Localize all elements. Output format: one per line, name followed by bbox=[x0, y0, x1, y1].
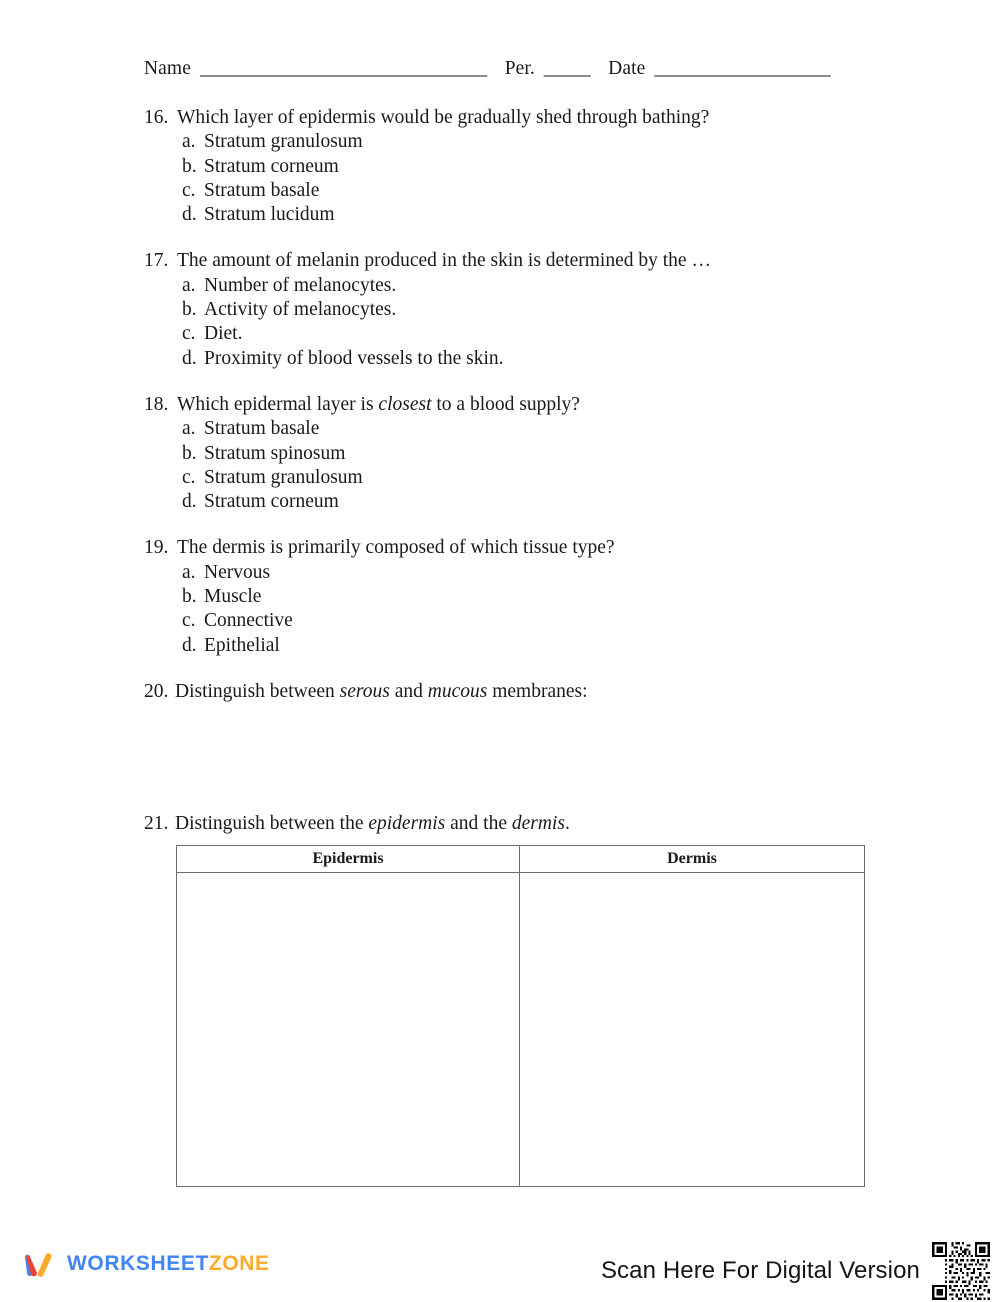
student-info-line bbox=[144, 56, 864, 82]
choice-text: Diet. bbox=[204, 323, 243, 345]
choice-18-d[interactable] bbox=[182, 490, 904, 514]
question-21-prompt bbox=[144, 812, 904, 836]
question-20-answer-area[interactable] bbox=[144, 704, 904, 790]
choice-text: Connective bbox=[204, 610, 293, 632]
question-19-text: The dermis is primarily composed of which tissue type? bbox=[177, 537, 615, 559]
date-label: Date bbox=[608, 58, 646, 79]
choice-19-b[interactable] bbox=[182, 585, 904, 609]
question-21-text-middle: and the bbox=[445, 813, 512, 835]
choice-text: Muscle bbox=[204, 586, 262, 608]
choice-text: Proximity of blood vessels to the skin. bbox=[204, 347, 504, 369]
choice-text: Stratum corneum bbox=[204, 491, 339, 513]
question-19 bbox=[144, 536, 904, 657]
choice-letter: b. bbox=[182, 442, 197, 464]
table-row bbox=[177, 873, 865, 1187]
question-18-text-before: Which epidermal layer is bbox=[177, 393, 379, 415]
choice-text: Activity of melanocytes. bbox=[204, 299, 397, 321]
choice-text: Stratum granulosum bbox=[204, 466, 363, 488]
choice-letter: a. bbox=[182, 418, 196, 440]
qr-code-icon[interactable] bbox=[930, 1240, 992, 1302]
question-20-text bbox=[175, 680, 904, 704]
name-label: Name bbox=[144, 58, 191, 79]
choice-16-c[interactable] bbox=[182, 179, 904, 203]
choice-18-c[interactable] bbox=[182, 466, 904, 490]
question-20-emphasis-serous: serous bbox=[339, 680, 390, 702]
choice-text: Stratum granulosum bbox=[204, 131, 363, 153]
epidermis-dermis-comparison-table bbox=[176, 845, 865, 1187]
question-18-choices bbox=[144, 417, 904, 514]
question-21-text bbox=[175, 812, 904, 836]
choice-17-d[interactable] bbox=[182, 347, 904, 371]
question-21-text-before: Distinguish between the bbox=[175, 813, 369, 835]
brand-word-worksheet: WORKSHEET bbox=[67, 1252, 209, 1275]
choice-letter: c. bbox=[182, 466, 196, 488]
question-21-number: 21. bbox=[144, 813, 169, 835]
question-21-emphasis-epidermis: epidermis bbox=[368, 813, 446, 835]
page-footer bbox=[0, 1228, 1000, 1294]
question-19-number: 19. bbox=[144, 537, 169, 559]
choice-text: Stratum spinosum bbox=[204, 442, 346, 464]
question-17-text: The amount of melanin produced in the skin is determined by the … bbox=[177, 250, 711, 272]
choice-text: Stratum corneum bbox=[204, 155, 339, 177]
question-16 bbox=[144, 106, 904, 227]
name-blank-field[interactable]: _______________________________ bbox=[199, 58, 487, 79]
worksheet-zone-mark-icon bbox=[24, 1248, 58, 1280]
question-18 bbox=[144, 393, 904, 514]
choice-letter: d. bbox=[182, 204, 197, 226]
choice-text: Number of melanocytes. bbox=[204, 274, 397, 296]
period-label: Per. bbox=[504, 58, 535, 79]
choice-letter: b. bbox=[182, 155, 197, 177]
choice-text: Epithelial bbox=[204, 634, 280, 656]
scan-digital-version[interactable] bbox=[601, 1240, 992, 1302]
question-21 bbox=[144, 812, 904, 836]
choice-letter: c. bbox=[182, 179, 196, 201]
choice-19-d[interactable] bbox=[182, 634, 904, 658]
date-blank-field[interactable]: ___________________ bbox=[654, 58, 831, 79]
question-20-prompt bbox=[144, 680, 904, 704]
table-cell-dermis-answer[interactable] bbox=[520, 873, 865, 1187]
question-21-emphasis-dermis: dermis bbox=[511, 813, 565, 835]
question-20-text-before: Distinguish between bbox=[175, 680, 340, 702]
choice-19-a[interactable] bbox=[182, 561, 904, 585]
question-list bbox=[144, 106, 904, 837]
choice-17-c[interactable] bbox=[182, 322, 904, 346]
question-21-text-after: . bbox=[564, 813, 570, 835]
question-18-prompt bbox=[144, 393, 904, 417]
table-header-row bbox=[177, 846, 865, 873]
question-20-text-after: membranes: bbox=[487, 680, 588, 702]
choice-letter: d. bbox=[182, 491, 197, 513]
question-18-number: 18. bbox=[144, 393, 169, 415]
choice-letter: a. bbox=[182, 561, 196, 583]
choice-text: Stratum basale bbox=[204, 179, 320, 201]
worksheet-zone-wordmark bbox=[67, 1252, 270, 1276]
choice-letter: a. bbox=[182, 274, 196, 296]
question-19-prompt bbox=[144, 536, 904, 560]
question-18-text-after: to a blood supply? bbox=[431, 393, 580, 415]
question-18-emphasis: closest bbox=[378, 393, 432, 415]
scan-here-label: Scan Here For Digital Version bbox=[600, 1257, 920, 1284]
choice-text: Stratum lucidum bbox=[204, 204, 335, 226]
question-16-text: Which layer of epidermis would be gradually shed through bathing? bbox=[177, 107, 710, 128]
question-18-text bbox=[177, 393, 904, 417]
choice-17-b[interactable] bbox=[182, 298, 904, 322]
period-blank-field[interactable]: _____ bbox=[543, 58, 591, 79]
choice-letter: b. bbox=[182, 299, 197, 321]
choice-text: Nervous bbox=[204, 561, 271, 583]
choice-letter: c. bbox=[182, 323, 196, 345]
question-20 bbox=[144, 680, 904, 790]
choice-18-a[interactable] bbox=[182, 417, 904, 441]
choice-text: Stratum basale bbox=[204, 418, 320, 440]
question-17-choices bbox=[144, 274, 904, 371]
table-header-dermis: Dermis bbox=[520, 846, 865, 873]
choice-letter: d. bbox=[182, 347, 197, 369]
table-cell-epidermis-answer[interactable] bbox=[177, 873, 520, 1187]
question-17-number: 17. bbox=[144, 250, 169, 272]
choice-letter: c. bbox=[182, 610, 196, 632]
question-17 bbox=[144, 249, 904, 370]
choice-letter: b. bbox=[182, 586, 197, 608]
choice-19-c[interactable] bbox=[182, 609, 904, 633]
question-20-number: 20. bbox=[144, 680, 169, 702]
brand-word-zone: ZONE bbox=[208, 1252, 270, 1275]
choice-16-b[interactable] bbox=[182, 155, 904, 179]
question-16-number: 16. bbox=[144, 107, 169, 128]
worksheet-zone-logo[interactable] bbox=[24, 1248, 270, 1280]
choice-letter: a. bbox=[182, 131, 196, 153]
question-20-emphasis-mucous: mucous bbox=[427, 680, 488, 702]
question-17-prompt bbox=[144, 249, 904, 273]
question-16-prompt bbox=[144, 106, 904, 130]
choice-17-a[interactable] bbox=[182, 274, 904, 298]
choice-18-b[interactable] bbox=[182, 442, 904, 466]
question-16-choices bbox=[144, 130, 904, 227]
question-19-choices bbox=[144, 561, 904, 658]
choice-16-d[interactable] bbox=[182, 203, 904, 227]
question-20-text-middle: and bbox=[389, 680, 428, 702]
choice-letter: d. bbox=[182, 634, 197, 656]
choice-16-a[interactable] bbox=[182, 130, 904, 154]
table-header-epidermis: Epidermis bbox=[177, 846, 520, 873]
